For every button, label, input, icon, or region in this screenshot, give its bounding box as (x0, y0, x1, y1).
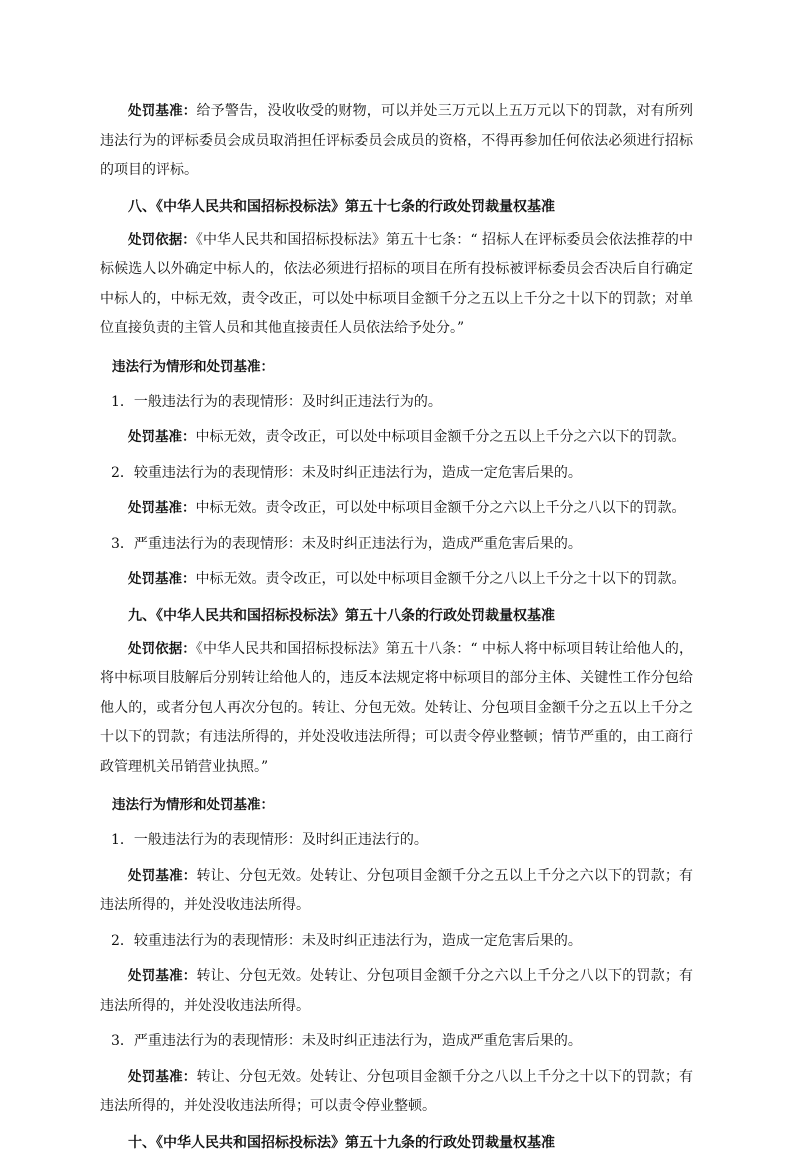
list-item-severe: 3．严重违法行为的表现情形：未及时纠正违法行为，造成严重危害后果的。 (111, 535, 582, 552)
section-heading-10 (100, 1128, 693, 1158)
subheading-text: 违法行为情形和处罚基准： (112, 358, 274, 375)
label-penalty-standard: 处罚基准： (128, 867, 197, 884)
paragraph-text: 转让、分包无效。处转让、分包项目金额千分之五以上千分之六以下的罚款；有违法所得的，并处没收违法所得。 (100, 867, 694, 913)
penalty-basis-paragraph (100, 635, 693, 783)
paragraph-text: 给予警告，没收收受的财物，可以并处三万元以上五万元以下的罚款，对有所列违法行为的评标委员会成员取消担任评标委员会成员的资格，不得再参加任何依法必须进行招标的项目的评标。 (100, 103, 694, 178)
label-penalty-standard: 处罚基准： (128, 429, 196, 445)
label-penalty-standard: 处罚基准： (128, 1068, 197, 1085)
paragraph-text: 转让、分包无效。处转让、分包项目金额千分之八以上千分之十以下的罚款；有违法所得的，并处没收违法所得；可以责令停业整顿。 (100, 1068, 694, 1114)
section-heading-9-text: 九、《中华人民共和国招标投标法》第五十八条的行政处罚裁量权基准 (128, 607, 555, 624)
list-item-severe: 3．严重违法行为的表现情形：未及时纠正违法行为，造成严重危害后果的。 (111, 1033, 582, 1049)
list-item-general: 1．一般违法行为的表现情形：及时纠正违法行为的。 (111, 393, 442, 410)
label-penalty-standard: 处罚基准： (128, 968, 197, 984)
label-penalty-basis: 处罚依据： (128, 640, 196, 657)
penalty-standard-paragraph (100, 1063, 693, 1122)
list-item-general: 1．一般违法行为的表现情形：及时纠正违法行的。 (111, 832, 428, 848)
list-item-serious: 2．较重违法行为的表现情形：未及时纠正违法行为，造成一定危害后果的。 (111, 932, 582, 949)
label-penalty-basis: 处罚依据： (128, 231, 196, 248)
subheading-text: 违法行为情形和处罚基准： (112, 797, 274, 813)
subheading-violation-situations (100, 790, 693, 820)
paragraph-text: 中标无效。责令改正，可以处中标项目金额千分之八以上千分之十以下的罚款。 (195, 571, 686, 587)
section-heading-10-text: 十、《中华人民共和国招标投标法》第五十九条的行政处罚裁量权基准 (128, 1134, 555, 1151)
paragraph-text: 中标无效。责令改正，可以处中标项目金额千分之六以上千分之八以下的罚款。 (195, 500, 686, 516)
paragraph-text: 转让、分包无效。处转让、分包项目金额千分之六以上千分之八以下的罚款；有违法所得的，并处没收违法所得。 (100, 968, 694, 1014)
label-penalty-standard: 处罚基准： (128, 500, 196, 516)
section-heading-9 (100, 601, 693, 631)
penalty-standard-paragraph (100, 423, 693, 453)
paragraph-text: 中标无效，责令改正，可以处中标项目金额千分之五以上千分之六以下的罚款。 (195, 429, 686, 445)
paragraph-text: 《中华人民共和国招标投标法》第五十七条：“ 招标人在评标委员会依法推荐的中标候选人以外确定中标人的，依法必须进行招标的项目在所有投标被评标委员会否决后自行确定中标人的，中标无效，责令改正，可以处中标项目金额千分之五以上千分之十以下的罚款；对单位直接负责的主管人员和其他直接责任人员依法给予处分。” (100, 231, 694, 336)
subheading-violation-situations (100, 352, 693, 382)
penalty-standard-paragraph (100, 962, 693, 1021)
label-penalty-standard: 处罚基准： (128, 571, 196, 587)
list-item-serious: 2．较重违法行为的表现情形：未及时纠正违法行为，造成一定危害后果的。 (111, 464, 582, 481)
penalty-standard-paragraph (100, 862, 693, 921)
label-penalty-standard: 处罚基准： (128, 103, 197, 119)
penalty-basis-paragraph (100, 226, 693, 344)
penalty-standard-paragraph (100, 494, 693, 524)
section-heading-8-text: 八、《中华人民共和国招标投标法》第五十七条的行政处罚裁量权基准 (128, 198, 555, 215)
section-heading-8 (100, 192, 693, 222)
penalty-standard-paragraph (100, 97, 693, 186)
penalty-standard-paragraph (100, 565, 693, 595)
paragraph-text: 《中华人民共和国招标投标法》第五十八条：“ 中标人将中标项目转让给他人的，将中标项目肢解后分别转让给他人的，违反本法规定将中标项目的部分主体、关键性工作分包给他人的，或者分包人再次分包的。转让、分包无效。处转让、分包项目金额千分之五以上千分之十以下的罚款；有违法所得的，并处没收违法所得；可以责令停业整顿；情节严重的，由工商行政管理机关吊销营业执照。” (100, 640, 694, 775)
